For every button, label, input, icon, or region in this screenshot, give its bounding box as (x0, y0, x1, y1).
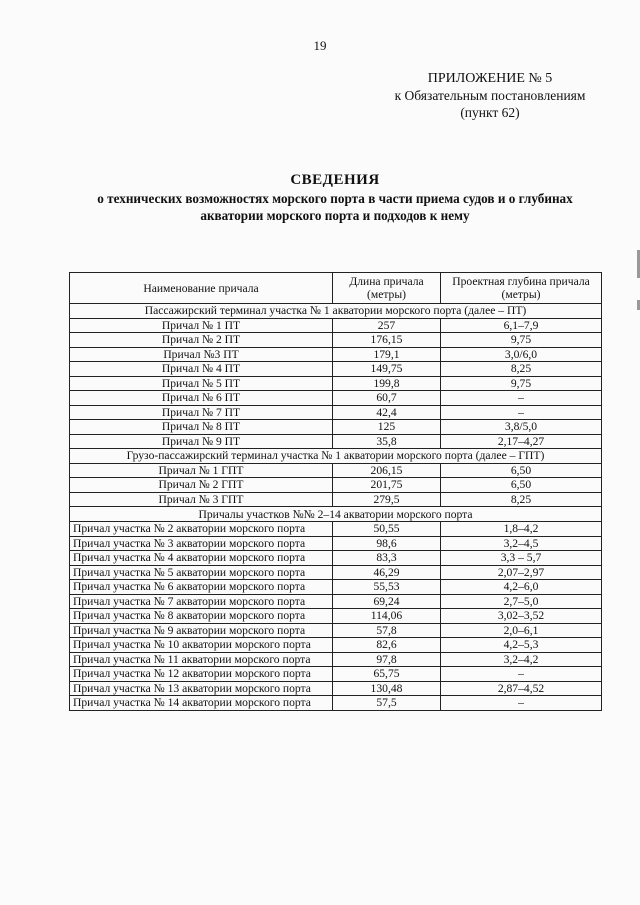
berth-name: Причал № 8 ПТ (70, 420, 333, 435)
berth-depth: 8,25 (441, 362, 602, 377)
berth-length: 199,8 (333, 376, 441, 391)
berths-table (69, 272, 602, 711)
berth-name: Причал № 7 ПТ (70, 405, 333, 420)
berth-length: 50,55 (333, 522, 441, 537)
berth-length: 149,75 (333, 362, 441, 377)
berth-depth: 6,50 (441, 463, 602, 478)
berth-length: 257 (333, 318, 441, 333)
table-row (70, 434, 602, 449)
table-row (70, 463, 602, 478)
berth-depth: 2,87–4,52 (441, 681, 602, 696)
page-number: 19 (313, 38, 327, 53)
table-row (70, 681, 602, 696)
table-row (70, 333, 602, 348)
table-row (70, 536, 602, 551)
berth-name: Причал № 3 ГПТ (70, 492, 333, 507)
berth-length: 97,8 (333, 652, 441, 667)
berth-depth: – (441, 696, 602, 711)
section-title: Пассажирский терминал участка № 1 акватории морского порта (далее – ПТ) (70, 304, 602, 319)
berth-length: 69,24 (333, 594, 441, 609)
section-row (70, 304, 602, 319)
berth-name: Причал участка № 4 акватории морского порта (70, 551, 333, 566)
berth-name: Причал участка № 10 акватории морского порта (70, 638, 333, 653)
section-title: Причалы участков №№ 2–14 акватории морского порта (70, 507, 602, 522)
berth-name: Причал участка № 3 акватории морского порта (70, 536, 333, 551)
table-body (70, 304, 602, 711)
section-title: Грузо-пассажирский терминал участка № 1 акватории морского порта (далее – ГПТ) (70, 449, 602, 464)
berth-name: Причал № 1 ПТ (70, 318, 333, 333)
berth-depth: – (441, 391, 602, 406)
berth-name: Причал участка № 13 акватории морского порта (70, 681, 333, 696)
appendix-reference: к Обязательным постановлениям (394, 88, 586, 103)
berth-length: 114,06 (333, 609, 441, 624)
table-row (70, 405, 602, 420)
berth-length: 57,8 (333, 623, 441, 638)
table-row (70, 594, 602, 609)
berth-name: Причал участка № 7 акватории морского порта (70, 594, 333, 609)
berth-length: 130,48 (333, 681, 441, 696)
berth-depth: 6,50 (441, 478, 602, 493)
appendix-clause: (пункт 62) (460, 105, 520, 120)
berth-length: 46,29 (333, 565, 441, 580)
appendix-title: ПРИЛОЖЕНИЕ № 5 (427, 71, 553, 86)
berth-length: 57,5 (333, 696, 441, 711)
berth-name: Причал № 9 ПТ (70, 434, 333, 449)
table-row (70, 376, 602, 391)
appendix-block (370, 70, 610, 121)
berth-length: 83,3 (333, 551, 441, 566)
table-row (70, 652, 602, 667)
berth-depth: 3,3 – 5,7 (441, 551, 602, 566)
berth-depth: 3,8/5,0 (441, 420, 602, 435)
berth-length: 176,15 (333, 333, 441, 348)
berth-name: Причал № 6 ПТ (70, 391, 333, 406)
section-row (70, 449, 602, 464)
table-row (70, 667, 602, 682)
table-row (70, 551, 602, 566)
berth-name: Причал № 5 ПТ (70, 376, 333, 391)
table-row (70, 522, 602, 537)
berth-length: 206,15 (333, 463, 441, 478)
berth-depth: 8,25 (441, 492, 602, 507)
berth-name: Причал участка № 2 акватории морского порта (70, 522, 333, 537)
berth-length: 65,75 (333, 667, 441, 682)
table-row (70, 638, 602, 653)
berth-name: Причал участка № 11 акватории морского порта (70, 652, 333, 667)
berth-length: 201,75 (333, 478, 441, 493)
berth-depth: 3,0/6,0 (441, 347, 602, 362)
table-row (70, 347, 602, 362)
berth-depth: 2,17–4,27 (441, 434, 602, 449)
berth-length: 125 (333, 420, 441, 435)
berth-name: Причал № 1 ГПТ (70, 463, 333, 478)
berth-depth: 2,07–2,97 (441, 565, 602, 580)
berth-length: 35,8 (333, 434, 441, 449)
section-row (70, 507, 602, 522)
berth-depth: – (441, 667, 602, 682)
table-row (70, 580, 602, 595)
table-row (70, 609, 602, 624)
table-header-row (70, 273, 602, 304)
table-row (70, 623, 602, 638)
berth-name: Причал участка № 9 акватории морского порта (70, 623, 333, 638)
berth-depth: 4,2–6,0 (441, 580, 602, 595)
table-row (70, 391, 602, 406)
berth-name: Причал участка № 8 акватории морского порта (70, 609, 333, 624)
table-row (70, 362, 602, 377)
berth-depth: 3,02–3,52 (441, 609, 602, 624)
berth-length: 279,5 (333, 492, 441, 507)
heading-title: СВЕДЕНИЯ (290, 172, 380, 188)
berth-length: 82,6 (333, 638, 441, 653)
header-berth-depth: Проектная глубина причала (метры) (441, 273, 602, 304)
table-row (70, 318, 602, 333)
berth-name: Причал участка № 12 акватории морского порта (70, 667, 333, 682)
berth-depth: 1,8–4,2 (441, 522, 602, 537)
heading-subtitle-line1: о технических возможностях морского порта в части приема судов и о глубинах (97, 191, 573, 206)
table-row (70, 492, 602, 507)
berth-name: Причал №3 ПТ (70, 347, 333, 362)
header-berth-name: Наименование причала (70, 273, 333, 304)
berth-name: Причал участка № 14 акватории морского порта (70, 696, 333, 711)
heading-subtitle-line2: акватории морского порта и подходов к нему (200, 208, 470, 223)
table-row (70, 565, 602, 580)
table-row (70, 478, 602, 493)
document-heading (40, 170, 630, 224)
header-berth-length: Длина причала (метры) (333, 273, 441, 304)
berth-length: 98,6 (333, 536, 441, 551)
berth-name: Причал участка № 6 акватории морского порта (70, 580, 333, 595)
berth-length: 55,53 (333, 580, 441, 595)
berth-length: 60,7 (333, 391, 441, 406)
berth-name: Причал участка № 5 акватории морского порта (70, 565, 333, 580)
berth-depth: 4,2–5,3 (441, 638, 602, 653)
berth-name: Причал № 4 ПТ (70, 362, 333, 377)
berth-length: 42,4 (333, 405, 441, 420)
berth-depth: 6,1–7,9 (441, 318, 602, 333)
berth-name: Причал № 2 ГПТ (70, 478, 333, 493)
table-row (70, 696, 602, 711)
berth-depth: – (441, 405, 602, 420)
berth-length: 179,1 (333, 347, 441, 362)
berth-depth: 3,2–4,5 (441, 536, 602, 551)
berth-depth: 9,75 (441, 376, 602, 391)
berth-depth: 3,2–4,2 (441, 652, 602, 667)
berth-depth: 9,75 (441, 333, 602, 348)
berth-name: Причал № 2 ПТ (70, 333, 333, 348)
berth-depth: 2,0–6,1 (441, 623, 602, 638)
table-row (70, 420, 602, 435)
berth-depth: 2,7–5,0 (441, 594, 602, 609)
